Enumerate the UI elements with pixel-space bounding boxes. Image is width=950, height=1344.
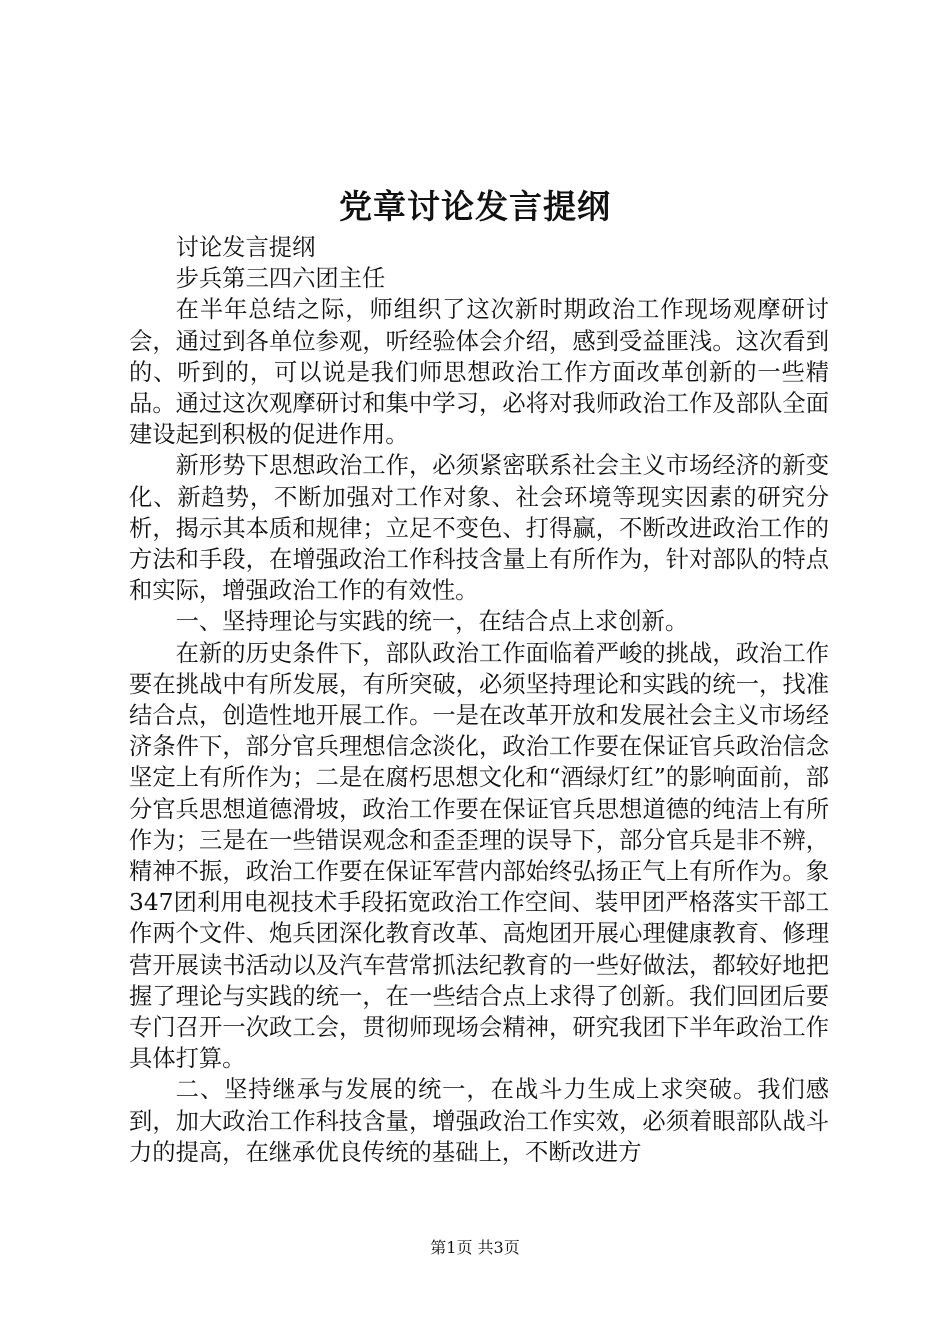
paragraph: 在新的历史条件下，部队政治工作面临着严峻的挑战，政治工作要在挑战中有所发展，有所突破，必须坚持理论和实践的统一，找准结合点，创造性地开展工作。一是在改革开放和发展社会主义市场经济条件下，部分官兵理想信念淡化，政治工作要在保证官兵政治信念坚定上有所作为；二是在腐朽思想文化和“酒绿灯红”的影响面前，部分官兵思想道德滑坡，政治工作要在保证官兵思想道德的纯洁上有所作为；三是在一些错误观念和歪歪理的误导下，部分官兵是非不辨，精神不振，政治工作要在保证军营内部始终弘扬正气上有所作为。象347团利用电视技术手段拓宽政治工作空间、装甲团严格落实干部工作两个文件、炮兵团深化教育改革、高炮团开展心理健康教育、修理营开展读书活动以及汽车营常抓法纪教育的一些好做法，都较好地把握了理论与实践的统一，在一些结合点上求得了创新。我们回团后要专门召开一次政工会，贯彻师现场会精神，研究我团下半年政治工作具体打算。 [129,639,829,1073]
paragraph: 在半年总结之际，师组织了这次新时期政治工作现场观摩研讨会，通过到各单位参观，听经验体会介绍，感到受益匪浅。这次看到的、听到的，可以说是我们师思想政治工作方面改革创新的一些精品。通过这次观摩研讨和集中学习，必将对我师政治工作及部队全面建设起到积极的促进作用。 [129,296,829,449]
paragraph: 二、坚持继承与发展的统一，在战斗力生成上求突破。我们感到，加大政治工作科技含量，增强政治工作实效，必须着眼部队战斗力的提高，在继承优良传统的基础上，不断改进方 [129,1076,829,1166]
document-title: 党章讨论发言提纲 [339,187,611,226]
section-heading: 一、坚持理论与实践的统一，在结合点上求创新。 [175,608,689,636]
paragraph-subtitle: 讨论发言提纲 [175,234,316,261]
page-number-footer: 第1页 共3页 [430,1238,520,1257]
document-body [129,232,829,1168]
paragraph: 新形势下思想政治工作，必须紧密联系社会主义市场经济的新变化、新趋势，不断加强对工作对象、社会环境等现实因素的研究分析，揭示其本质和规律；立足不变色、打得赢，不断改进政治工作的方法和手段，在增强政治工作科技含量上有所作为，针对部队的特点和实际，增强政治工作的有效性。 [129,452,829,605]
paragraph-author: 步兵第三四六团主任 [175,265,386,293]
